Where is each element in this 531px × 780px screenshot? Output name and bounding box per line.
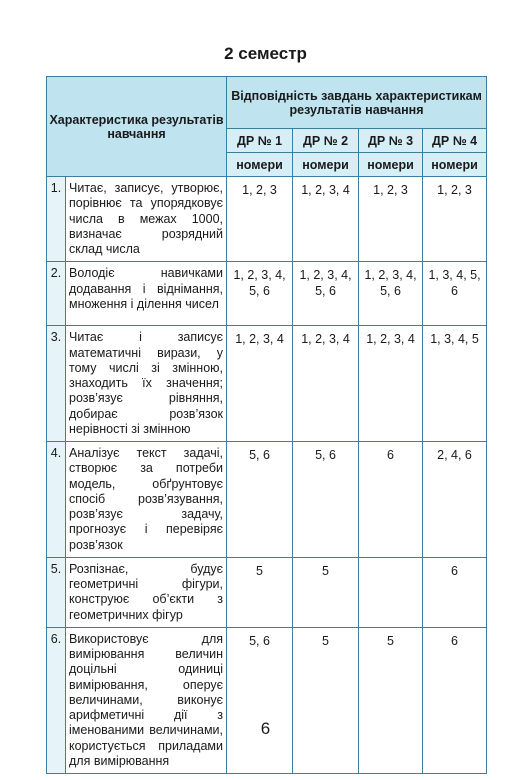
column-header-dr4: ДР № 4 <box>423 129 487 153</box>
row-characteristic: Читає і записує математичні вирази, у тому числі зі змінною, знаходить їх значення; розв’язує рівняння, добирає розв’язок нерівності зі змінною <box>66 326 227 442</box>
row-characteristic: Аналізує текст задачі, створює за потреби модель, обґрунтовує спосіб розв’язування, розв’язує задачу, прогнозує і перевіряє розв’язок <box>66 442 227 558</box>
row-value: 5, 6 <box>227 442 293 558</box>
row-number: 4. <box>47 442 66 558</box>
table-row <box>47 442 487 558</box>
row-value: 5 <box>293 627 359 773</box>
column-header-dr2: ДР № 2 <box>293 129 359 153</box>
row-characteristic: Розпізнає, будує геометричні фігури, конструює об’єкти з геометричних фігур <box>66 557 227 627</box>
row-value: 5 <box>293 557 359 627</box>
row-value: 1, 2, 3, 4, 5, 6 <box>359 262 423 326</box>
row-value: 1, 2, 3 <box>359 177 423 262</box>
row-value: 1, 3, 4, 5 <box>423 326 487 442</box>
table-row <box>47 262 487 326</box>
row-characteristic: Читає, записує, утворює, порівнює та упорядковує числа в межах 1000, визначає розрядний склад числа <box>66 177 227 262</box>
characteristic-header: Характеристика результатів навчання <box>47 77 227 177</box>
row-characteristic: Володіє навичками додавання і віднімання, множення і ділення чисел <box>66 262 227 326</box>
table-row <box>47 627 487 773</box>
row-value: 1, 2, 3 <box>423 177 487 262</box>
row-value: 1, 2, 3, 4 <box>359 326 423 442</box>
row-value: 6 <box>359 442 423 558</box>
row-value: 5 <box>227 557 293 627</box>
row-value: 5 <box>359 627 423 773</box>
row-value: 1, 2, 3, 4, 5, 6 <box>293 262 359 326</box>
row-number: 2. <box>47 262 66 326</box>
row-value: 5, 6 <box>227 627 293 773</box>
row-number: 5. <box>47 557 66 627</box>
row-value: 1, 2, 3, 4 <box>227 326 293 442</box>
row-value: 6 <box>423 627 487 773</box>
subheader-numbers: номери <box>227 153 293 177</box>
row-characteristic: Використовує для вимірювання величин доцільні одиниці вимірювання, оперує величинами, виконує арифметичні дії з іменованими величинами, користується приладами для вимірювання <box>66 627 227 773</box>
table-row <box>47 557 487 627</box>
row-number: 6. <box>47 627 66 773</box>
row-number: 3. <box>47 326 66 442</box>
row-value: 6 <box>423 557 487 627</box>
row-value: 1, 2, 3 <box>227 177 293 262</box>
row-value: 5, 6 <box>293 442 359 558</box>
subheader-numbers: номери <box>423 153 487 177</box>
table-row <box>47 326 487 442</box>
table-row <box>47 177 487 262</box>
row-value: 2, 4, 6 <box>423 442 487 558</box>
row-value: 1, 2, 3, 4 <box>293 326 359 442</box>
results-table <box>46 76 487 774</box>
correspondence-header: Відповідність завдань характеристикам результатів навчання <box>227 77 487 129</box>
subheader-numbers: номери <box>359 153 423 177</box>
row-value <box>359 557 423 627</box>
row-value: 1, 3, 4, 5, 6 <box>423 262 487 326</box>
column-header-dr1: ДР № 1 <box>227 129 293 153</box>
row-value: 1, 2, 3, 4, 5, 6 <box>227 262 293 326</box>
page-number: 6 <box>260 719 271 738</box>
page-title: 2 семестр <box>224 44 307 63</box>
row-number: 1. <box>47 177 66 262</box>
subheader-numbers: номери <box>293 153 359 177</box>
row-value: 1, 2, 3, 4 <box>293 177 359 262</box>
column-header-dr3: ДР № 3 <box>359 129 423 153</box>
